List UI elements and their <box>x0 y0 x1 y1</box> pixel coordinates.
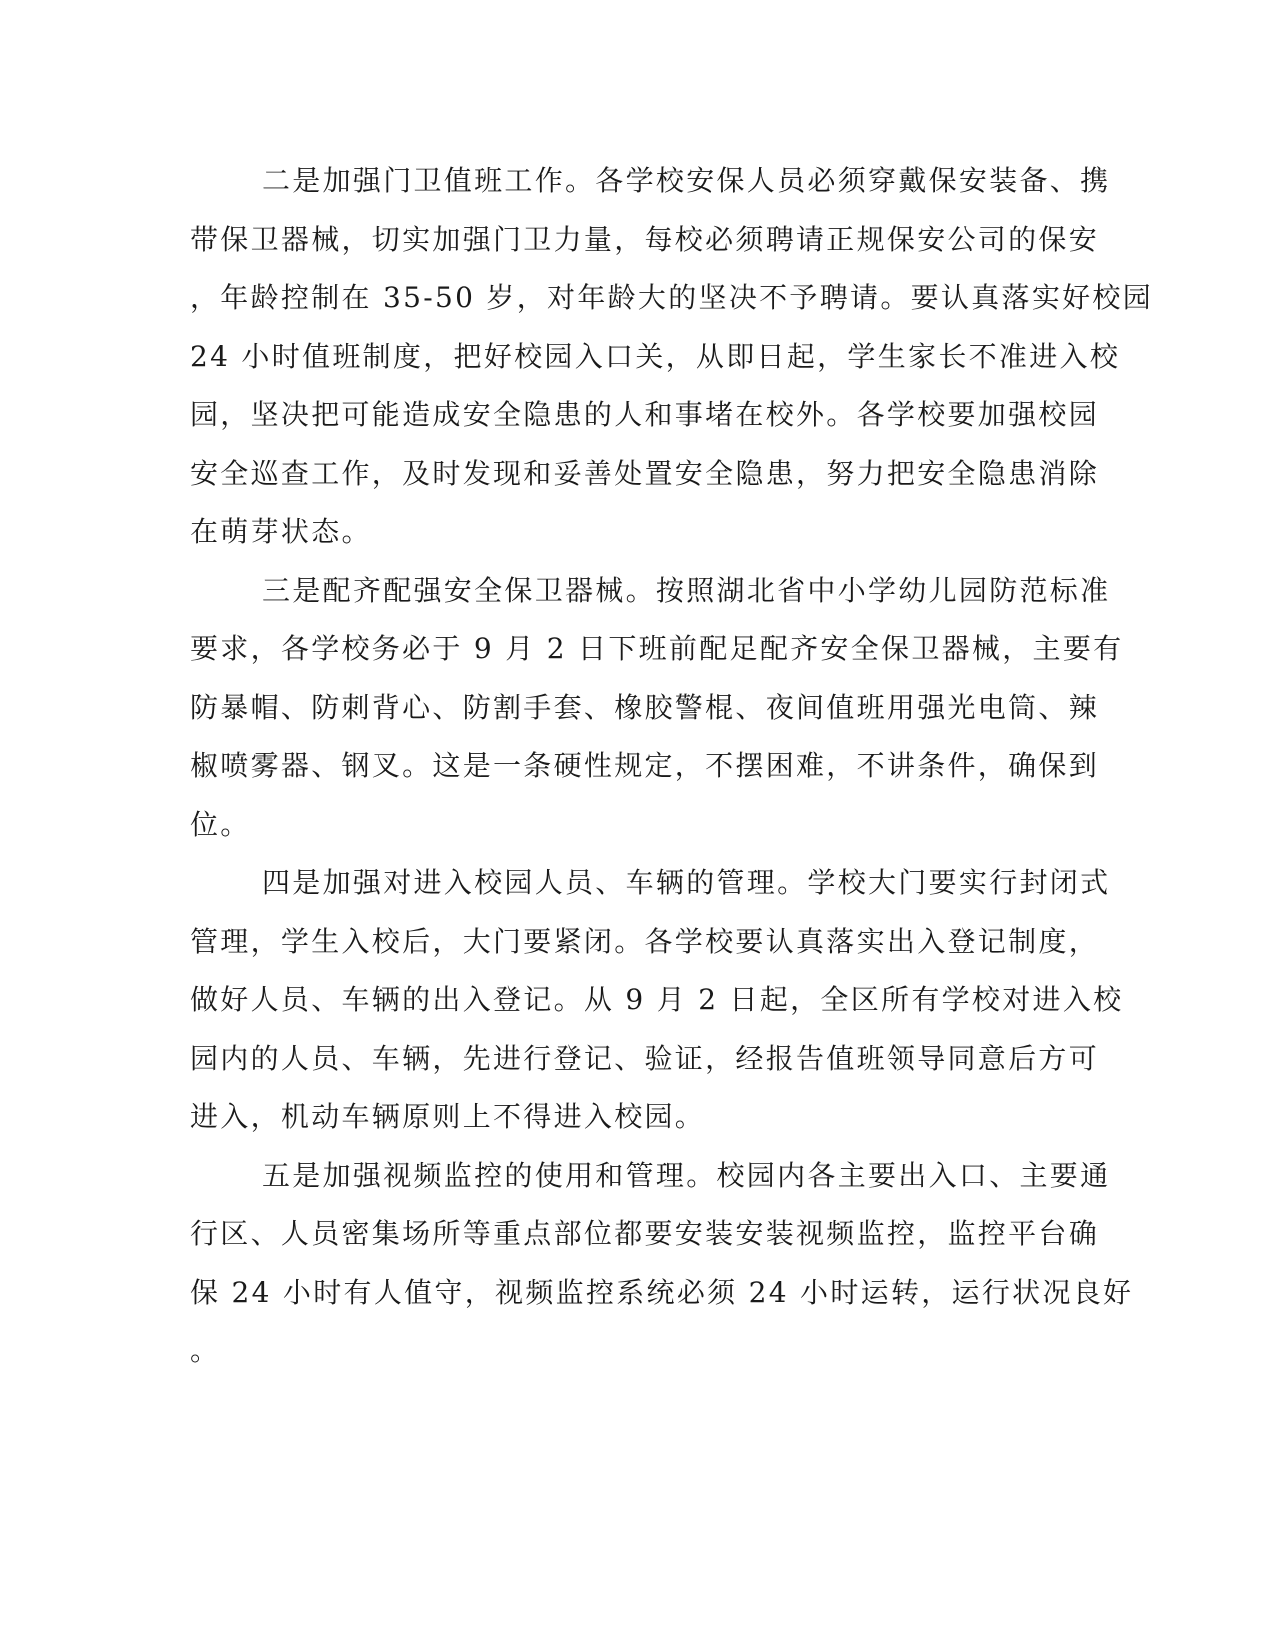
paragraph-2-line-2: 带保卫器械，切实加强门卫力量，每校必须聘请正规保安公司的保安 <box>190 223 1100 256</box>
paragraph-3-line-1: 三是配齐配强安全保卫器械。按照湖北省中小学幼儿园防范标准 <box>262 574 1111 607</box>
paragraph-2-line-6: 安全巡查工作，及时发现和妥善处置安全隐患，努力把安全隐患消除 <box>190 457 1100 490</box>
paragraph-4-line-2: 管理，学生入校后，大门要紧闭。各学校要认真落实出入登记制度， <box>190 925 1100 958</box>
paragraph-5-line-4: 。 <box>190 1334 221 1367</box>
paragraph-3-line-4: 椒喷雾器、钢叉。这是一条硬性规定，不摆困难，不讲条件，确保到 <box>190 749 1100 782</box>
paragraph-4-line-5: 进入，机动车辆原则上不得进入校园。 <box>190 1100 706 1133</box>
paragraph-3-line-2: 要求，各学校务必于 9 月 2 日下班前配足配齐安全保卫器械，主要有 <box>190 632 1124 665</box>
paragraph-2-line-7: 在萌芽状态。 <box>190 515 372 548</box>
paragraph-3-line-3: 防暴帽、防刺背心、防割手套、橡胶警棍、夜间值班用强光电筒、辣 <box>190 691 1100 724</box>
paragraph-2-line-3: ，年龄控制在 35-50 岁，对年龄大的坚决不予聘请。要认真落实好校园 <box>190 281 1154 314</box>
paragraph-2-line-1: 二是加强门卫值班工作。各学校安保人员必须穿戴保安装备、携 <box>262 164 1111 197</box>
paragraph-3-line-5: 位。 <box>190 808 251 841</box>
paragraph-5-line-3: 保 24 小时有人值守，视频监控系统必须 24 小时运转，运行状况良好 <box>190 1276 1134 1309</box>
paragraph-4-line-1: 四是加强对进入校园人员、车辆的管理。学校大门要实行封闭式 <box>262 866 1111 899</box>
paragraph-5-line-1: 五是加强视频监控的使用和管理。校园内各主要出入口、主要通 <box>262 1159 1111 1192</box>
paragraph-2-line-4: 24 小时值班制度，把好校园入口关，从即日起，学生家长不准进入校 <box>190 340 1121 373</box>
paragraph-5-line-2: 行区、人员密集场所等重点部位都要安装安装视频监控，监控平台确 <box>190 1217 1100 1250</box>
paragraph-4-line-4: 园内的人员、车辆，先进行登记、验证，经报告值班领导同意后方可 <box>190 1042 1100 1075</box>
paragraph-4-line-3: 做好人员、车辆的出入登记。从 9 月 2 日起，全区所有学校对进入校 <box>190 983 1124 1016</box>
paragraph-2-line-5: 园，坚决把可能造成安全隐患的人和事堵在校外。各学校要加强校园 <box>190 398 1100 431</box>
